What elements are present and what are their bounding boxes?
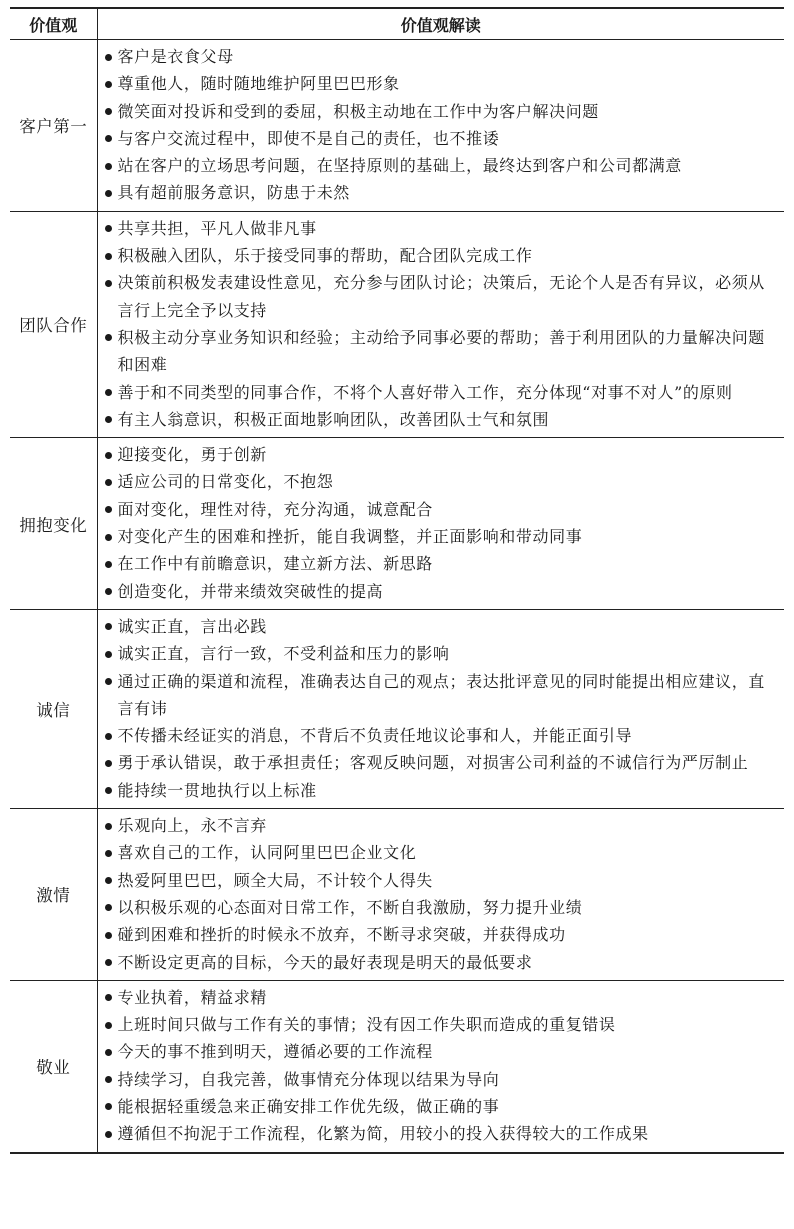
list-item: 持续学习，自我完善，做事情充分体现以结果为导向 <box>104 1066 781 1093</box>
table-row <box>10 40 784 212</box>
interpretation-list <box>98 438 785 609</box>
value-name: 诚信 <box>10 609 97 808</box>
value-name: 团队合作 <box>10 211 97 437</box>
list-item: 碰到困难和挫折的时候永不放弃，不断寻求突破，并获得成功 <box>104 921 781 948</box>
list-item: 勇于承认错误，敢于承担责任；客观反映问题，对损害公司利益的不诚信行为严厉制止 <box>104 749 781 776</box>
list-item: 积极融入团队，乐于接受同事的帮助，配合团队完成工作 <box>104 242 781 269</box>
value-interpretation-cell <box>97 211 784 437</box>
list-item: 有主人翁意识，积极正面地影响团队，改善团队士气和氛围 <box>104 406 781 433</box>
list-item: 迎接变化，勇于创新 <box>104 441 781 468</box>
list-item: 具有超前服务意识，防患于未然 <box>104 179 781 206</box>
list-item: 客户是衣食父母 <box>104 43 781 70</box>
list-item: 热爱阿里巴巴，顾全大局，不计较个人得失 <box>104 867 781 894</box>
values-table <box>10 7 784 1154</box>
header-row <box>10 8 784 40</box>
list-item: 不断设定更高的目标，今天的最好表现是明天的最低要求 <box>104 949 781 976</box>
values-table-container <box>10 7 784 1154</box>
list-item: 乐观向上，永不言弃 <box>104 812 781 839</box>
list-item: 遵循但不拘泥于工作流程，化繁为简，用较小的投入获得较大的工作成果 <box>104 1120 781 1147</box>
list-item: 对变化产生的困难和挫折，能自我调整，并正面影响和带动同事 <box>104 523 781 550</box>
value-name: 敬业 <box>10 980 97 1152</box>
interpretation-list <box>98 212 785 437</box>
header-value: 价值观 <box>10 8 97 40</box>
list-item: 诚实正直，言出必践 <box>104 613 781 640</box>
table-body <box>10 40 784 1153</box>
list-item: 上班时间只做与工作有关的事情；没有因工作失职而造成的重复错误 <box>104 1011 781 1038</box>
table-row <box>10 609 784 808</box>
value-name: 客户第一 <box>10 40 97 212</box>
list-item: 喜欢自己的工作，认同阿里巴巴企业文化 <box>104 839 781 866</box>
list-item: 与客户交流过程中，即使不是自己的责任，也不推诿 <box>104 125 781 152</box>
table-row <box>10 809 784 981</box>
interpretation-list <box>98 981 785 1152</box>
list-item: 尊重他人，随时随地维护阿里巴巴形象 <box>104 70 781 97</box>
header-interpretation: 价值观解读 <box>97 8 784 40</box>
list-item: 在工作中有前瞻意识，建立新方法、新思路 <box>104 550 781 577</box>
table-row <box>10 438 784 610</box>
list-item: 适应公司的日常变化，不抱怨 <box>104 468 781 495</box>
interpretation-list <box>98 610 785 808</box>
list-item: 专业执着，精益求精 <box>104 984 781 1011</box>
list-item: 能根据轻重缓急来正确安排工作优先级，做正确的事 <box>104 1093 781 1120</box>
value-interpretation-cell <box>97 438 784 610</box>
table-header <box>10 8 784 40</box>
list-item: 能持续一贯地执行以上标准 <box>104 777 781 804</box>
table-row <box>10 980 784 1152</box>
list-item: 积极主动分享业务知识和经验；主动给予同事必要的帮助；善于利用团队的力量解决问题和困难 <box>104 324 781 379</box>
list-item: 善于和不同类型的同事合作，不将个人喜好带入工作，充分体现“对事不对人”的原则 <box>104 379 781 406</box>
value-interpretation-cell <box>97 809 784 981</box>
list-item: 以积极乐观的心态面对日常工作，不断自我激励，努力提升业绩 <box>104 894 781 921</box>
value-name: 拥抱变化 <box>10 438 97 610</box>
list-item: 今天的事不推到明天，遵循必要的工作流程 <box>104 1038 781 1065</box>
interpretation-list <box>98 40 785 211</box>
list-item: 通过正确的渠道和流程，准确表达自己的观点；表达批评意见的同时能提出相应建议，直言有讳 <box>104 668 781 723</box>
value-interpretation-cell <box>97 609 784 808</box>
table-row <box>10 211 784 437</box>
value-interpretation-cell <box>97 980 784 1152</box>
list-item: 创造变化，并带来绩效突破性的提高 <box>104 578 781 605</box>
list-item: 微笑面对投诉和受到的委屈，积极主动地在工作中为客户解决问题 <box>104 98 781 125</box>
list-item: 决策前积极发表建设性意见，充分参与团队讨论；决策后，无论个人是否有异议，必须从言行上完全予以支持 <box>104 269 781 324</box>
list-item: 共享共担，平凡人做非凡事 <box>104 215 781 242</box>
interpretation-list <box>98 809 785 980</box>
list-item: 站在客户的立场思考问题，在坚持原则的基础上，最终达到客户和公司都满意 <box>104 152 781 179</box>
value-name: 激情 <box>10 809 97 981</box>
list-item: 面对变化，理性对待，充分沟通，诚意配合 <box>104 496 781 523</box>
list-item: 诚实正直，言行一致，不受利益和压力的影响 <box>104 640 781 667</box>
value-interpretation-cell <box>97 40 784 212</box>
list-item: 不传播未经证实的消息，不背后不负责任地议论事和人，并能正面引导 <box>104 722 781 749</box>
